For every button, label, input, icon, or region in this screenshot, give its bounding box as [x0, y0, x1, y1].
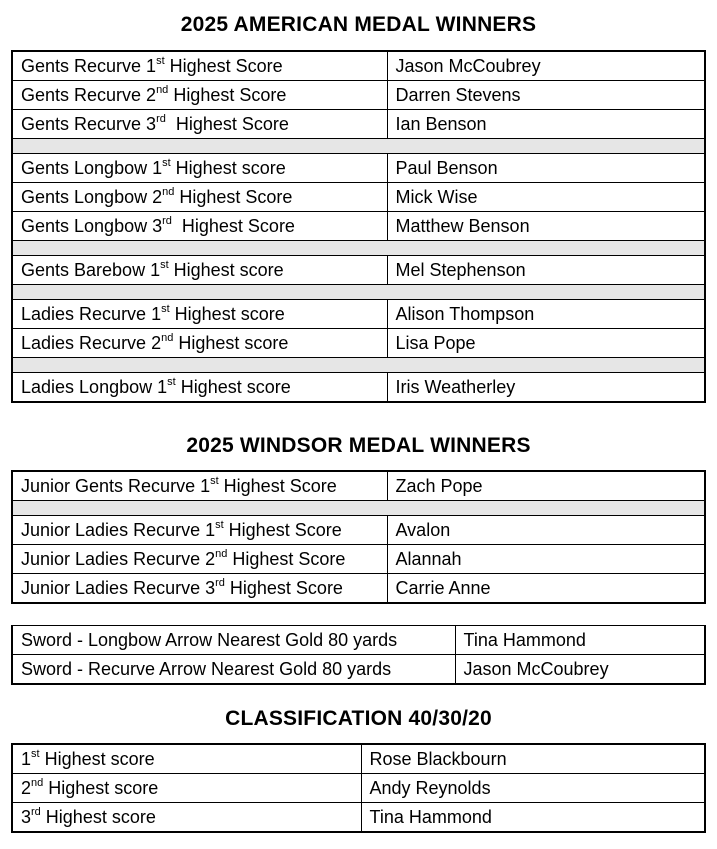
category-text-tail: Highest score — [175, 376, 291, 397]
ordinal-suffix: st — [31, 747, 40, 760]
american-table — [11, 50, 706, 403]
category-cell — [12, 212, 387, 241]
category-text: Junior Gents Recurve 1 — [21, 475, 211, 496]
ordinal-suffix: rd — [156, 112, 166, 125]
winner-name: Jason McCoubrey — [455, 655, 705, 685]
category-text: Ladies Recurve 2 — [21, 332, 162, 353]
category-cell — [12, 183, 387, 212]
ordinal-suffix: st — [162, 156, 171, 169]
category-cell — [12, 803, 361, 833]
category-cell — [12, 655, 455, 685]
category-cell — [12, 329, 387, 358]
winner-name: Darren Stevens — [387, 81, 705, 110]
category-text: Gents Longbow 2 — [21, 186, 163, 207]
category-text-tail: Highest score — [39, 748, 155, 769]
category-text: 1 — [21, 748, 32, 769]
category-cell — [12, 51, 387, 81]
spacer-cell — [12, 285, 705, 300]
classification-title: CLASSIFICATION 40/30/20 — [225, 707, 492, 730]
winner-name: Lisa Pope — [387, 329, 705, 358]
category-cell — [12, 545, 387, 574]
ordinal-suffix: nd — [215, 547, 228, 560]
category-text: Sword - Recurve Arrow Nearest Gold 80 yards — [21, 658, 392, 679]
ordinal-suffix: st — [167, 375, 176, 388]
category-text: Junior Ladies Recurve 1 — [21, 519, 216, 540]
winner-name: Alannah — [387, 545, 705, 574]
category-text: Gents Recurve 3 — [21, 113, 157, 134]
winner-name: Mick Wise — [387, 183, 705, 212]
ordinal-suffix: nd — [156, 83, 169, 96]
category-text: Gents Longbow 1 — [21, 157, 163, 178]
windsor-table — [11, 470, 706, 604]
winner-name: Zach Pope — [387, 471, 705, 501]
table-row — [12, 516, 705, 545]
winner-name: Mel Stephenson — [387, 256, 705, 285]
category-cell — [12, 744, 361, 774]
category-text-tail: Highest score — [168, 259, 284, 280]
classification-table — [11, 743, 706, 833]
spacer-cell — [12, 139, 705, 154]
winner-name: Tina Hammond — [455, 626, 705, 655]
winner-name: Ian Benson — [387, 110, 705, 139]
spacer-row — [12, 501, 705, 516]
category-text-tail: Highest Score — [218, 475, 337, 496]
winner-name: Iris Weatherley — [387, 373, 705, 403]
category-cell — [12, 574, 387, 604]
ordinal-suffix: rd — [215, 576, 225, 589]
category-cell — [12, 154, 387, 183]
category-text: Junior Ladies Recurve 2 — [21, 548, 216, 569]
ordinal-suffix: nd — [162, 185, 175, 198]
category-text-tail: Highest score — [43, 777, 159, 798]
category-cell — [12, 626, 455, 655]
category-cell — [12, 471, 387, 501]
category-cell — [12, 774, 361, 803]
table-row — [12, 803, 705, 833]
category-text: Gents Barebow 1 — [21, 259, 161, 280]
winner-name: Tina Hammond — [361, 803, 705, 833]
sword-table — [11, 625, 706, 685]
category-text: 3 — [21, 806, 32, 827]
ordinal-suffix: st — [161, 302, 170, 315]
category-cell — [12, 300, 387, 329]
table-row — [12, 545, 705, 574]
spacer-row — [12, 285, 705, 300]
ordinal-suffix: nd — [161, 331, 174, 344]
table-row — [12, 256, 705, 285]
table-row — [12, 81, 705, 110]
category-cell — [12, 373, 387, 403]
table-row — [12, 626, 705, 655]
winner-name: Paul Benson — [387, 154, 705, 183]
category-cell — [12, 256, 387, 285]
category-text-tail: Highest Score — [223, 519, 342, 540]
table-row — [12, 655, 705, 685]
ordinal-suffix: rd — [31, 805, 41, 818]
winner-name: Alison Thompson — [387, 300, 705, 329]
table-row — [12, 373, 705, 403]
table-row — [12, 744, 705, 774]
spacer-row — [12, 358, 705, 373]
winner-name: Jason McCoubrey — [387, 51, 705, 81]
category-text-tail: Highest Score — [168, 84, 287, 105]
winner-name: Carrie Anne — [387, 574, 705, 604]
category-text: Sword - Longbow Arrow Nearest Gold 80 yards — [21, 629, 398, 650]
spacer-row — [12, 139, 705, 154]
category-text-tail: Highest Score — [174, 186, 293, 207]
spacer-cell — [12, 241, 705, 256]
ordinal-suffix: st — [156, 54, 165, 67]
windsor-title: 2025 WINDSOR MEDAL WINNERS — [186, 434, 531, 457]
spacer-cell — [12, 358, 705, 373]
category-text-tail: Highest Score — [164, 55, 283, 76]
table-row — [12, 212, 705, 241]
category-text: Junior Ladies Recurve 3 — [21, 577, 216, 598]
category-text: 2 — [21, 777, 32, 798]
table-row — [12, 329, 705, 358]
category-text-tail: Highest score — [170, 157, 286, 178]
ordinal-suffix: st — [215, 518, 224, 531]
table-row — [12, 574, 705, 604]
table-row — [12, 774, 705, 803]
category-text-tail: Highest Score — [224, 577, 343, 598]
ordinal-suffix: st — [210, 474, 219, 487]
ordinal-suffix: st — [160, 258, 169, 271]
category-text-tail: Highest Score — [165, 113, 289, 134]
table-row — [12, 183, 705, 212]
category-text: Gents Recurve 2 — [21, 84, 157, 105]
category-cell — [12, 81, 387, 110]
category-text-tail: Highest Score — [171, 215, 295, 236]
ordinal-suffix: nd — [31, 776, 44, 789]
category-cell — [12, 110, 387, 139]
winner-name: Avalon — [387, 516, 705, 545]
category-text-tail: Highest score — [169, 303, 285, 324]
winner-name: Rose Blackbourn — [361, 744, 705, 774]
spacer-row — [12, 241, 705, 256]
category-text: Gents Recurve 1 — [21, 55, 157, 76]
ordinal-suffix: rd — [162, 214, 172, 227]
american-title: 2025 AMERICAN MEDAL WINNERS — [180, 13, 537, 36]
winner-name: Andy Reynolds — [361, 774, 705, 803]
category-text-tail: Highest Score — [227, 548, 346, 569]
category-text-tail: Highest score — [40, 806, 156, 827]
category-text: Ladies Recurve 1 — [21, 303, 162, 324]
table-row — [12, 110, 705, 139]
table-row — [12, 300, 705, 329]
table-row — [12, 51, 705, 81]
winner-name: Matthew Benson — [387, 212, 705, 241]
spacer-cell — [12, 501, 705, 516]
category-cell — [12, 516, 387, 545]
table-row — [12, 471, 705, 501]
category-text: Gents Longbow 3 — [21, 215, 163, 236]
table-row — [12, 154, 705, 183]
category-text: Ladies Longbow 1 — [21, 376, 168, 397]
category-text-tail: Highest score — [173, 332, 289, 353]
